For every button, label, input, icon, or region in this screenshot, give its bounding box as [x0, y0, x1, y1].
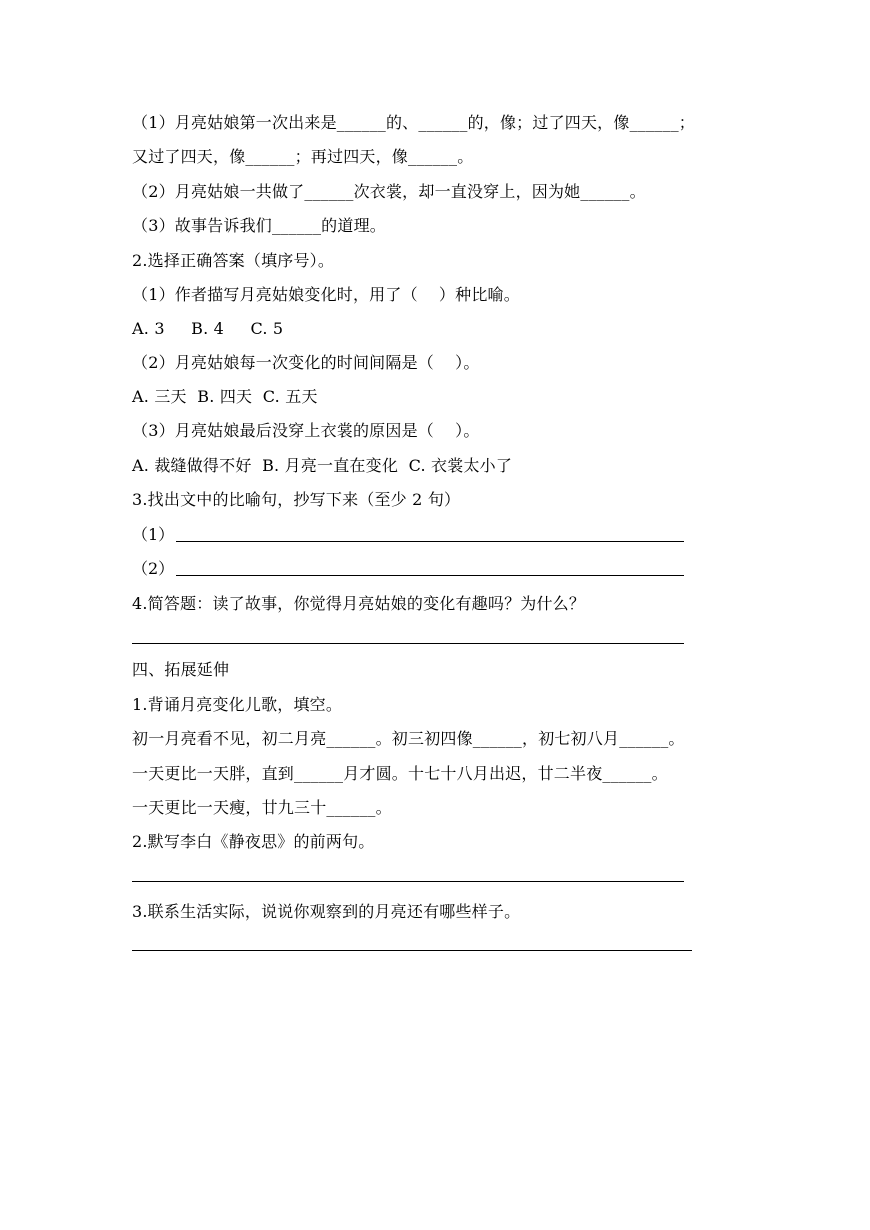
q3-heading: 3.找出文中的比喻句，抄写下来（至少 2 句） [132, 490, 461, 509]
q2-sub-2: （2）月亮姑娘每一次变化的时间间隔是（ ）。 [132, 353, 480, 372]
p4-q1-line-2: 一天更比一天胖，直到______月才圆。十七十八月出迟，廿二半夜______。 [132, 764, 668, 783]
q2-sub-1-options: A. 3 B. 4 C. 5 [132, 319, 284, 338]
p4-q1-line-3: 一天更比一天瘦，廿九三十______。 [132, 798, 392, 817]
q1-sub-3: （3）故事告诉我们______的道理。 [132, 216, 386, 235]
q3-answer-line-2[interactable] [176, 575, 684, 576]
q2-sub-3: （3）月亮姑娘最后没穿上衣裳的原因是（ ）。 [132, 421, 480, 440]
p4-q3-heading: 3.联系生活实际，说说你观察到的月亮还有哪些样子。 [132, 902, 521, 921]
q3-answer-label-1: （1） [132, 525, 175, 544]
q3-answer-line-1[interactable] [176, 541, 684, 542]
q1-line-1: （1）月亮姑娘第一次出来是______的、______的，像；过了四天，像______； [132, 113, 695, 132]
q2-heading: 2.选择正确答案（填序号）。 [132, 251, 335, 270]
p4-q2-answer-line[interactable] [132, 881, 684, 882]
p4-q3-answer-line[interactable] [132, 950, 692, 951]
q3-answer-label-2: （2） [132, 559, 175, 578]
p4-q1-line-1: 初一月亮看不见，初二月亮______。初三初四像______，初七初八月______。 [132, 729, 685, 748]
p4-q1-heading: 1.背诵月亮变化儿歌，填空。 [132, 695, 343, 714]
section-four-title: 四、拓展延伸 [132, 660, 230, 679]
q2-sub-3-options: A. 裁缝做得不好 B. 月亮一直在变化 C. 衣裳太小了 [132, 456, 513, 475]
q2-sub-2-options: A. 三天 B. 四天 C. 五天 [132, 387, 318, 406]
p4-q2-heading: 2.默写李白《静夜思》的前两句。 [132, 832, 375, 851]
q1-line-2: 又过了四天，像______；再过四天，像______。 [132, 147, 474, 166]
q4-answer-line[interactable] [132, 643, 684, 644]
q2-sub-1: （1）作者描写月亮姑娘变化时，用了（ ）种比喻。 [132, 285, 520, 304]
q4-heading: 4.简答题：读了故事，你觉得月亮姑娘的变化有趣吗？为什么？ [132, 594, 586, 613]
q1-sub-2: （2）月亮姑娘一共做了______次衣裳，却一直没穿上，因为她______。 [132, 182, 646, 201]
